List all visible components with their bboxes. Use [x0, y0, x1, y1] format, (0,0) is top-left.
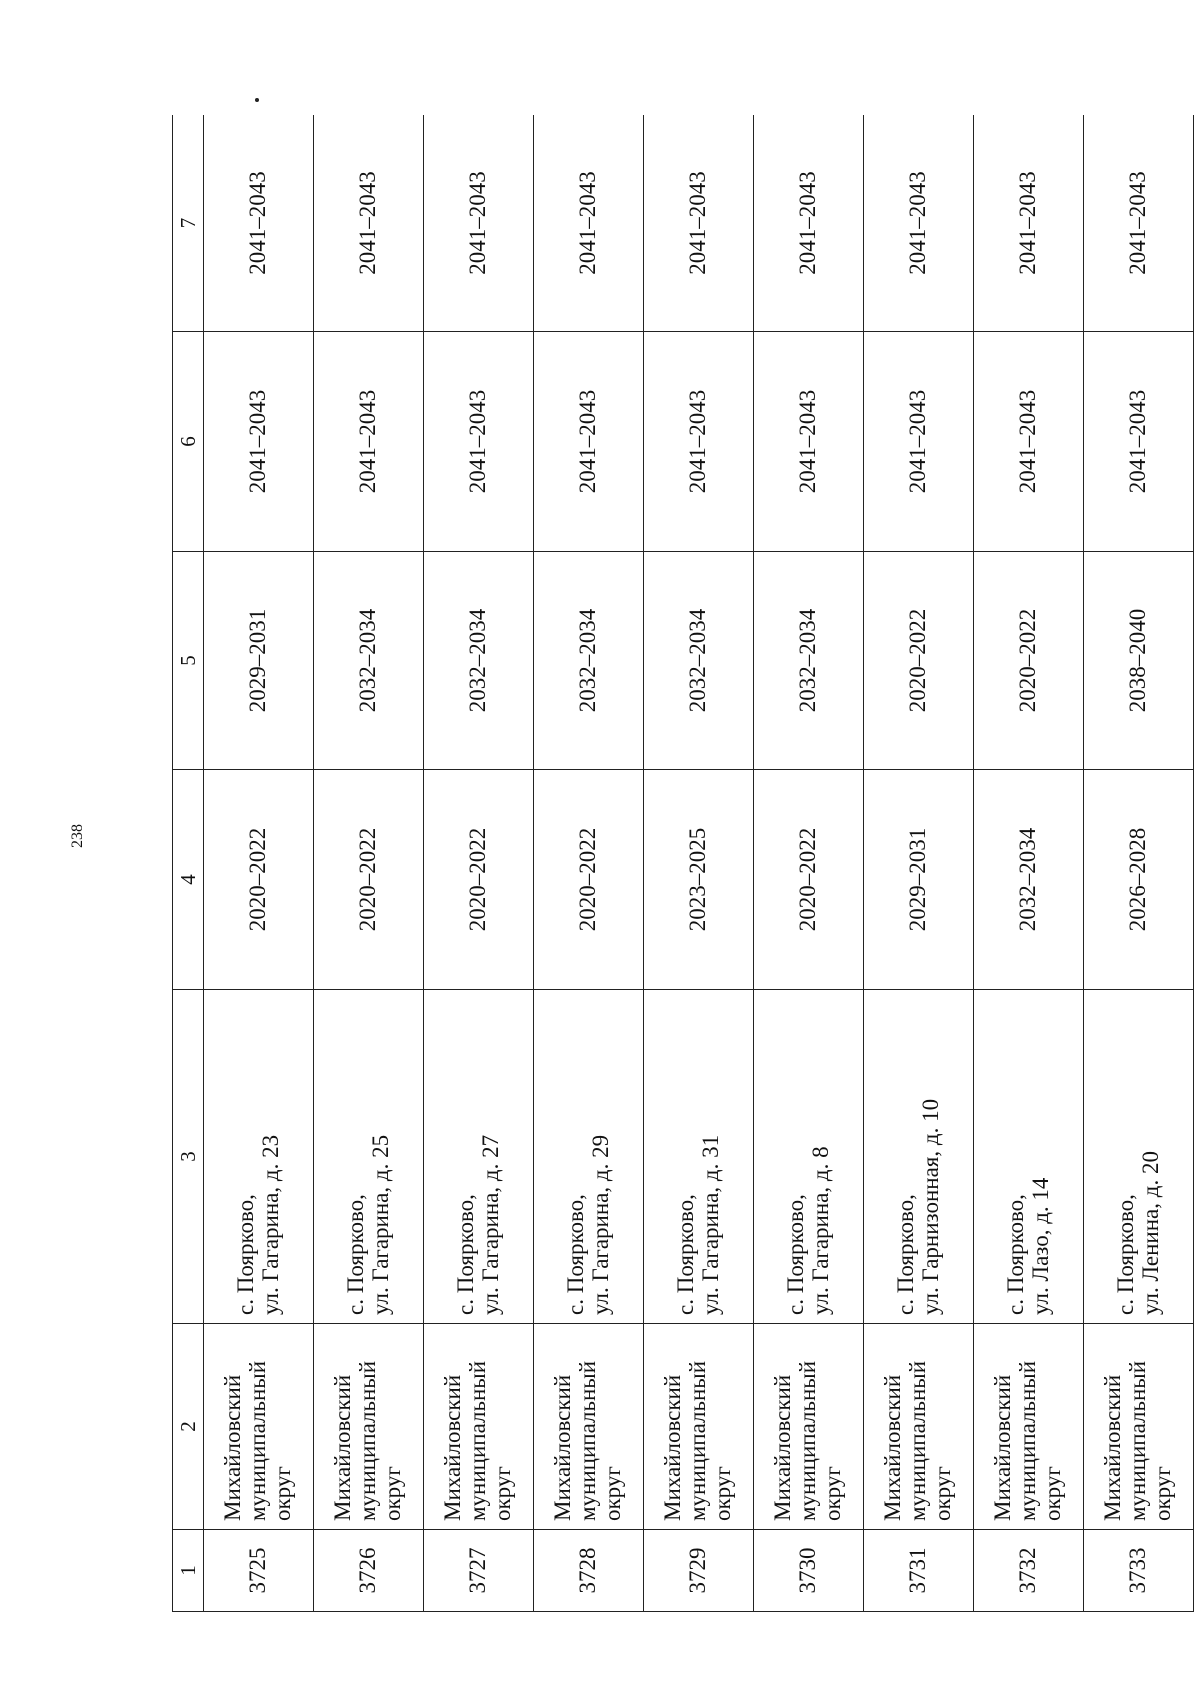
district-line: Михайловский [770, 1374, 796, 1521]
period-cell-col7: 2041–2043 [644, 115, 754, 332]
district-line: округ [379, 1466, 405, 1521]
district-line: округ [489, 1466, 515, 1521]
period-cell-col5: 2020–2022 [864, 552, 974, 770]
district-line: Михайловский [990, 1374, 1016, 1521]
table-row [314, 115, 424, 1612]
address-cell [204, 990, 314, 1324]
district-line: Михайловский [660, 1374, 686, 1521]
page-number: 238 [69, 824, 86, 848]
address-cell [864, 990, 974, 1324]
district-line: муниципальный [685, 1360, 711, 1521]
address-line: с. Поярково, [1002, 1194, 1028, 1315]
row-number-cell: 3731 [864, 1530, 974, 1612]
address-cell [534, 990, 644, 1324]
district-cell [644, 1324, 754, 1530]
period-cell-col4: 2026–2028 [1084, 770, 1194, 990]
district-cell [974, 1324, 1084, 1530]
header-cell-2: 2 [173, 1324, 204, 1530]
table-row [1084, 115, 1194, 1612]
period-cell-col5: 2032–2034 [424, 552, 534, 770]
district-line: Михайловский [1100, 1374, 1126, 1521]
district-cell [864, 1324, 974, 1530]
address-line: с. Поярково, [452, 1194, 478, 1315]
period-cell-col7: 2041–2043 [204, 115, 314, 332]
district-cell [1084, 1324, 1194, 1530]
period-cell-col4: 2020–2022 [314, 770, 424, 990]
address-line: ул. Гагарина, д. 8 [807, 1146, 833, 1315]
address-line: с. Поярково, [1112, 1194, 1138, 1315]
period-cell-col5: 2020–2022 [974, 552, 1084, 770]
header-row [173, 115, 204, 1612]
period-cell-col4: 2020–2022 [424, 770, 534, 990]
table-row [204, 115, 314, 1612]
address-cell [754, 990, 864, 1324]
district-line: Михайловский [220, 1374, 246, 1521]
period-cell-col6: 2041–2043 [644, 332, 754, 552]
period-cell-col5: 2032–2034 [754, 552, 864, 770]
district-cell [424, 1324, 534, 1530]
period-cell-col6: 2041–2043 [314, 332, 424, 552]
period-cell-col7: 2041–2043 [754, 115, 864, 332]
header-cell-4: 4 [173, 770, 204, 990]
district-line: муниципальный [355, 1360, 381, 1521]
period-cell-col4: 2020–2022 [754, 770, 864, 990]
scan-speck [255, 98, 259, 102]
table-row [534, 115, 644, 1612]
period-cell-col4: 2020–2022 [204, 770, 314, 990]
address-line: ул. Гагарина, д. 31 [697, 1134, 723, 1315]
district-line: округ [709, 1466, 735, 1521]
address-cell [314, 990, 424, 1324]
district-line: округ [599, 1466, 625, 1521]
housing-repair-schedule-table [172, 115, 1194, 1612]
district-line: Михайловский [880, 1374, 906, 1521]
table-row [644, 115, 754, 1612]
table-row [754, 115, 864, 1612]
period-cell-col6: 2041–2043 [754, 332, 864, 552]
address-line: с. Поярково, [782, 1194, 808, 1315]
address-line: ул. Гагарина, д. 29 [587, 1134, 613, 1315]
district-line: округ [269, 1466, 295, 1521]
rotated-table-container [172, 115, 1194, 1612]
district-line: муниципальный [575, 1360, 601, 1521]
address-line: с. Поярково, [672, 1194, 698, 1315]
row-number-cell: 3725 [204, 1530, 314, 1612]
district-cell [204, 1324, 314, 1530]
address-cell [1084, 990, 1194, 1324]
address-line: ул. Гарнизонная, д. 10 [917, 1098, 943, 1315]
period-cell-col4: 2020–2022 [534, 770, 644, 990]
district-line: округ [1149, 1466, 1175, 1521]
period-cell-col4: 2032–2034 [974, 770, 1084, 990]
row-number-cell: 3729 [644, 1530, 754, 1612]
district-line: муниципальный [245, 1360, 271, 1521]
period-cell-col5: 2032–2034 [534, 552, 644, 770]
district-line: муниципальный [905, 1360, 931, 1521]
period-cell-col6: 2041–2043 [424, 332, 534, 552]
header-cell-7: 7 [173, 115, 204, 332]
header-cell-1: 1 [173, 1530, 204, 1612]
address-line: с. Поярково, [232, 1194, 258, 1315]
period-cell-col6: 2041–2043 [974, 332, 1084, 552]
table-row [864, 115, 974, 1612]
period-cell-col6: 2041–2043 [534, 332, 644, 552]
address-line: с. Поярково, [342, 1194, 368, 1315]
address-cell [644, 990, 754, 1324]
row-number-cell: 3730 [754, 1530, 864, 1612]
district-cell [754, 1324, 864, 1530]
period-cell-col7: 2041–2043 [864, 115, 974, 332]
district-line: округ [1039, 1466, 1065, 1521]
address-line: ул. Гагарина, д. 23 [257, 1134, 283, 1315]
header-cell-3: 3 [173, 990, 204, 1324]
district-line: муниципальный [1125, 1360, 1151, 1521]
row-number-cell: 3732 [974, 1530, 1084, 1612]
district-line: муниципальный [465, 1360, 491, 1521]
period-cell-col6: 2041–2043 [204, 332, 314, 552]
period-cell-col5: 2038–2040 [1084, 552, 1194, 770]
period-cell-col6: 2041–2043 [864, 332, 974, 552]
address-cell [974, 990, 1084, 1324]
district-cell [534, 1324, 644, 1530]
table-row [424, 115, 534, 1612]
address-line: ул. Гагарина, д. 25 [367, 1134, 393, 1315]
period-cell-col5: 2032–2034 [314, 552, 424, 770]
row-number-cell: 3726 [314, 1530, 424, 1612]
address-line: ул. Гагарина, д. 27 [477, 1134, 503, 1315]
table-row [974, 115, 1084, 1612]
district-line: Михайловский [330, 1374, 356, 1521]
district-line: округ [929, 1466, 955, 1521]
period-cell-col4: 2029–2031 [864, 770, 974, 990]
district-line: Михайловский [550, 1374, 576, 1521]
header-cell-6: 6 [173, 332, 204, 552]
district-line: муниципальный [1015, 1360, 1041, 1521]
period-cell-col6: 2041–2043 [1084, 332, 1194, 552]
address-line: с. Поярково, [892, 1194, 918, 1315]
period-cell-col7: 2041–2043 [424, 115, 534, 332]
district-line: Михайловский [440, 1374, 466, 1521]
district-line: муниципальный [795, 1360, 821, 1521]
header-cell-5: 5 [173, 552, 204, 770]
period-cell-col7: 2041–2043 [974, 115, 1084, 332]
row-number-cell: 3733 [1084, 1530, 1194, 1612]
period-cell-col7: 2041–2043 [534, 115, 644, 332]
row-number-cell: 3728 [534, 1530, 644, 1612]
period-cell-col4: 2023–2025 [644, 770, 754, 990]
address-line: ул. Лазо, д. 14 [1027, 1177, 1053, 1315]
period-cell-col5: 2029–2031 [204, 552, 314, 770]
table-frame [172, 115, 1194, 1612]
district-line: округ [819, 1466, 845, 1521]
table-body [204, 115, 1194, 1612]
period-cell-col5: 2032–2034 [644, 552, 754, 770]
district-cell [314, 1324, 424, 1530]
address-line: с. Поярково, [562, 1194, 588, 1315]
address-cell [424, 990, 534, 1324]
row-number-cell: 3727 [424, 1530, 534, 1612]
period-cell-col7: 2041–2043 [1084, 115, 1194, 332]
period-cell-col7: 2041–2043 [314, 115, 424, 332]
address-line: ул. Ленина, д. 20 [1137, 1151, 1163, 1315]
